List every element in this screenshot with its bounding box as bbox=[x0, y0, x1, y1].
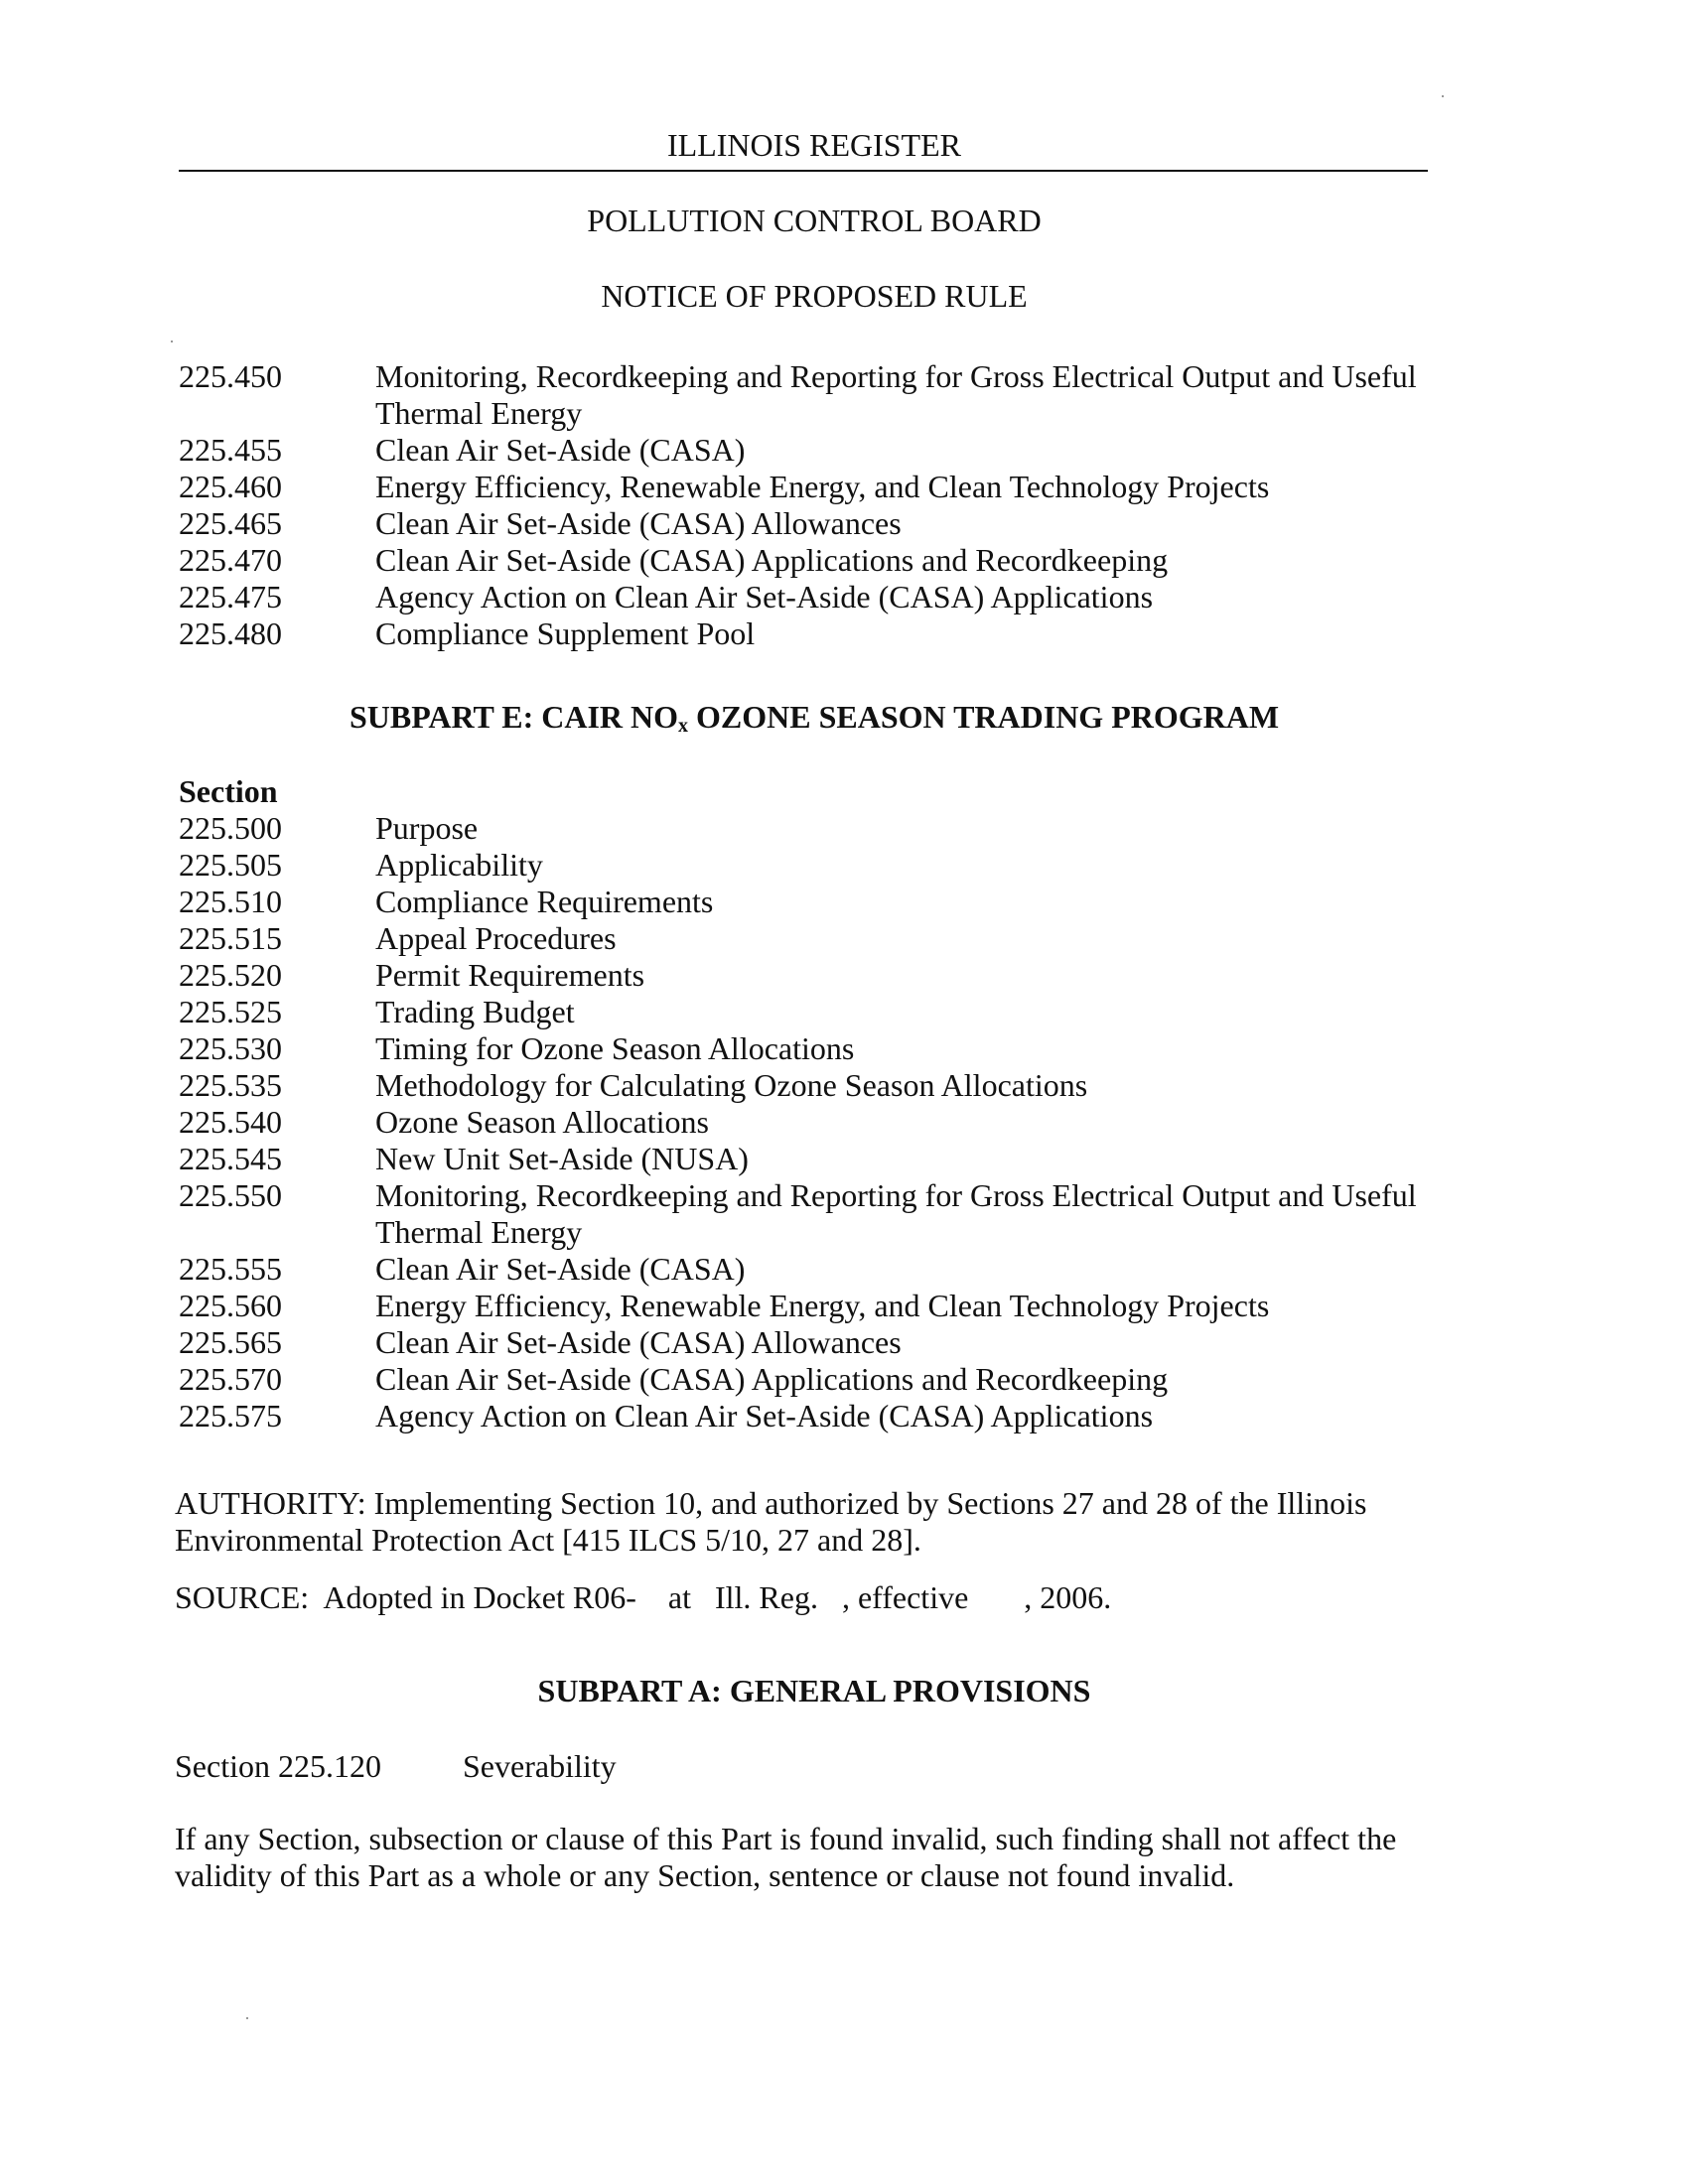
section-number: 225.545 bbox=[179, 1141, 282, 1176]
section-title: Clean Air Set-Aside (CASA) Applications and Recordkeeping bbox=[375, 1361, 1169, 1397]
header-rule bbox=[179, 170, 1428, 172]
section-title: Trading Budget bbox=[375, 994, 575, 1029]
section-number: 225.480 bbox=[179, 615, 282, 651]
toc-row bbox=[179, 1141, 1470, 1177]
section-number: 225.510 bbox=[179, 884, 282, 919]
section-title: Clean Air Set-Aside (CASA) bbox=[375, 1251, 746, 1287]
section-number: 225.535 bbox=[179, 1067, 282, 1103]
section-number: 225.450 bbox=[179, 358, 282, 394]
section-title: Compliance Supplement Pool bbox=[375, 615, 756, 651]
section-title: Purpose bbox=[375, 810, 479, 846]
toc-row bbox=[179, 1398, 1470, 1434]
subpart-a-heading: SUBPART A: GENERAL PROVISIONS bbox=[537, 1673, 1091, 1708]
toc-row bbox=[179, 615, 1470, 652]
scan-speck bbox=[1442, 95, 1444, 97]
section-column-label: Section bbox=[179, 773, 278, 809]
authority-note: AUTHORITY: Implementing Section 10, and authorized by Sections 27 and 28 of the Illinois Environmental Protection Act [415 ILCS 5/10, 27 and 28]. bbox=[175, 1485, 1367, 1558]
section-number: 225.565 bbox=[179, 1324, 282, 1360]
toc-row bbox=[179, 1030, 1470, 1067]
toc-row bbox=[179, 469, 1470, 505]
section-title: Methodology for Calculating Ozone Season Allocations bbox=[375, 1067, 1088, 1103]
toc-row bbox=[179, 1324, 1470, 1361]
toc-row bbox=[179, 957, 1470, 994]
notice-title: NOTICE OF PROPOSED RULE bbox=[601, 278, 1028, 314]
section-title: Clean Air Set-Aside (CASA) Applications and Recordkeeping bbox=[375, 542, 1169, 578]
section-title: Applicability bbox=[375, 847, 543, 883]
section-number: 225.550 bbox=[179, 1177, 282, 1213]
section-number: 225.520 bbox=[179, 957, 282, 993]
severability-paragraph: If any Section, subsection or clause of this Part is found invalid, such finding shall not affect the validity of this Part as a whole or any Section, sentence or clause not found invalid. bbox=[175, 1821, 1397, 1893]
section-number: 225.525 bbox=[179, 994, 282, 1029]
section-title: Permit Requirements bbox=[375, 957, 645, 993]
subpart-e-heading-suffix: OZONE SEASON TRADING PROGRAM bbox=[688, 699, 1280, 735]
section-title: Clean Air Set-Aside (CASA) bbox=[375, 432, 746, 468]
source-note: SOURCE: Adopted in Docket R06- at Ill. Reg. , effective , 2006. bbox=[175, 1579, 1112, 1615]
board-name: POLLUTION CONTROL BOARD bbox=[587, 203, 1042, 238]
subpart-d-section-list bbox=[179, 358, 1470, 652]
subpart-e-heading-prefix: SUBPART E: CAIR NO bbox=[349, 699, 679, 735]
section-number: 225.540 bbox=[179, 1104, 282, 1140]
section-heading-line bbox=[175, 1748, 617, 1785]
section-number: 225.530 bbox=[179, 1030, 282, 1066]
section-title: Appeal Procedures bbox=[375, 920, 617, 956]
section-title: Timing for Ozone Season Allocations bbox=[375, 1030, 855, 1066]
toc-row bbox=[179, 1361, 1470, 1398]
section-number: 225.465 bbox=[179, 505, 282, 541]
section-number: 225.455 bbox=[179, 432, 282, 468]
section-number: 225.560 bbox=[179, 1288, 282, 1323]
subpart-e-heading bbox=[0, 699, 1628, 736]
section-number: 225.460 bbox=[179, 469, 282, 504]
section-label-row bbox=[179, 773, 1470, 810]
toc-row bbox=[179, 542, 1470, 579]
section-title: Clean Air Set-Aside (CASA) Allowances bbox=[375, 505, 902, 541]
section-title: Energy Efficiency, Renewable Energy, and Clean Technology Projects bbox=[375, 469, 1270, 504]
section-title: Agency Action on Clean Air Set-Aside (CASA) Applications bbox=[375, 579, 1154, 614]
section-title: Ozone Season Allocations bbox=[375, 1104, 709, 1140]
toc-row bbox=[179, 579, 1470, 615]
toc-row bbox=[179, 358, 1470, 432]
toc-row bbox=[179, 1067, 1470, 1104]
toc-row bbox=[179, 920, 1470, 957]
section-title: Compliance Requirements bbox=[375, 884, 714, 919]
toc-row bbox=[179, 1288, 1470, 1324]
section-number: 225.475 bbox=[179, 579, 282, 614]
register-title: ILLINOIS REGISTER bbox=[667, 127, 961, 163]
section-title: Monitoring, Recordkeeping and Reporting for Gross Electrical Output and Useful Thermal Energy bbox=[375, 358, 1417, 431]
subpart-e-heading-subscript: x bbox=[678, 715, 689, 737]
section-number: 225.505 bbox=[179, 847, 282, 883]
toc-row bbox=[179, 810, 1470, 847]
toc-row bbox=[179, 884, 1470, 920]
section-number: 225.470 bbox=[179, 542, 282, 578]
toc-row bbox=[179, 847, 1470, 884]
toc-row bbox=[179, 505, 1470, 542]
toc-row bbox=[179, 1104, 1470, 1141]
section-title: Agency Action on Clean Air Set-Aside (CASA) Applications bbox=[375, 1398, 1154, 1433]
section-title: Clean Air Set-Aside (CASA) Allowances bbox=[375, 1324, 902, 1360]
scan-speck bbox=[246, 2017, 248, 2019]
toc-row bbox=[179, 432, 1470, 469]
section-number: 225.500 bbox=[179, 810, 282, 846]
toc-row bbox=[179, 994, 1470, 1030]
section-title: Severability bbox=[463, 1748, 617, 1784]
section-title: Monitoring, Recordkeeping and Reporting for Gross Electrical Output and Useful Thermal Energy bbox=[375, 1177, 1417, 1250]
subpart-e-section-list bbox=[179, 773, 1470, 1434]
section-title: Energy Efficiency, Renewable Energy, and Clean Technology Projects bbox=[375, 1288, 1270, 1323]
section-number: Section 225.120 bbox=[175, 1748, 381, 1784]
section-title: New Unit Set-Aside (NUSA) bbox=[375, 1141, 749, 1176]
section-number: 225.555 bbox=[179, 1251, 282, 1287]
toc-row bbox=[179, 1251, 1470, 1288]
section-number: 225.575 bbox=[179, 1398, 282, 1433]
section-number: 225.515 bbox=[179, 920, 282, 956]
section-number: 225.570 bbox=[179, 1361, 282, 1397]
scan-speck bbox=[171, 341, 173, 342]
toc-row bbox=[179, 1177, 1470, 1251]
